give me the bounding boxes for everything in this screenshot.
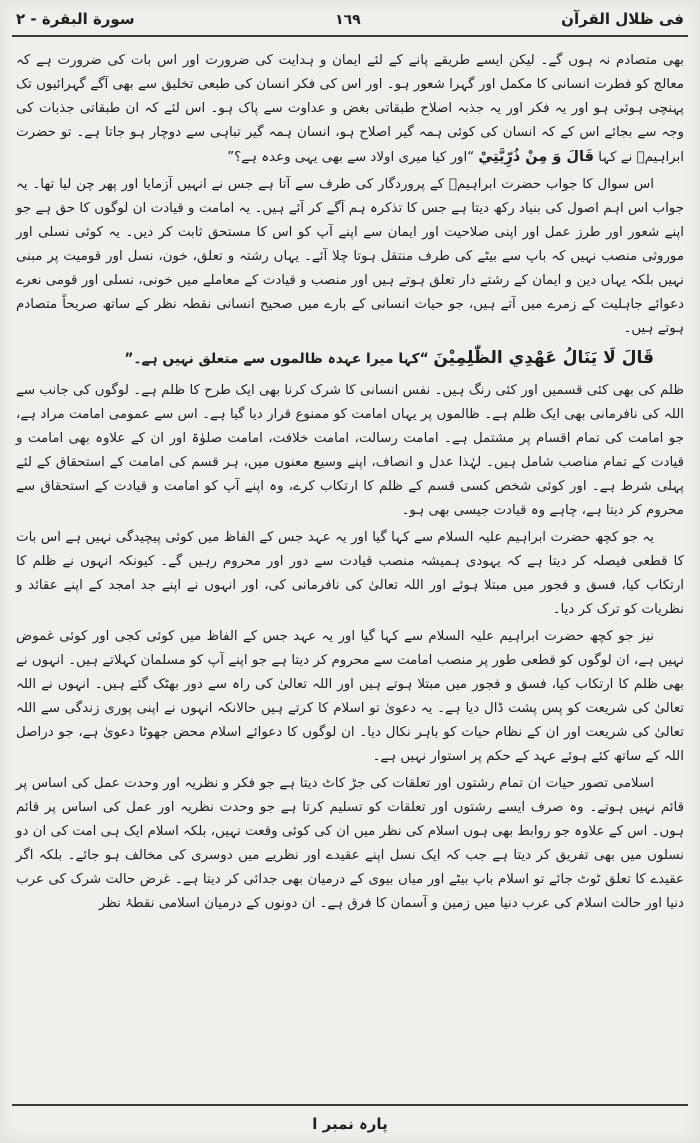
paragraph-6: اسلامی تصور حیات ان تمام رشتوں اور تعلقات کی جڑ کاٹ دیتا ہے جو فکر و نظریہ اور وحدت عمل کی اساس پر قائم نہیں ہوتے۔ وہ صرف ایسے رشتوں اور تعلقات کو تسلیم کرتا ہے جو وحدت نظریہ اور عمل کی اساس پر قائم ہوں۔ اس کے علاوہ جو روابط بھی ہوں اسلام کی نظر میں ان کی کوئی وقعت نہیں، بلکہ اسلام ایک ہی امت کی ان دو نسلوں میں بھی تفریق کر دیتا ہے جب کہ ایک نسل اپنے عقیدے اور نظریے میں دوسری کی مخالف ہو جائے۔ بلکہ اگر عقیدے کا تعلق ٹوٹ جائے تو اسلام باپ بیٹے اور میاں بیوی کے درمیان بھی جدائی کر دیتا ہے۔ غرض حالت شرک کی عرب دنیا اور حالت اسلام کی عرب دنیا میں زمین و آسمان کا فرق ہے۔ ان دونوں کے درمیان اسلامی نقطۂ نظر (16, 776, 684, 911)
inline-quran-quote: قَالَ وَ مِنْ ذُرِّيَّتِيْ (478, 149, 594, 165)
quran-quote-line (16, 346, 684, 372)
quran-quote-arabic: قَالَ لَا يَنَالُ عَهْدِي الظّٰلِمِيْنَ (433, 348, 654, 368)
quran-quote-translation: “کہا میرا عہدہ ظالموں سے متعلق نہیں ہے۔” (124, 351, 429, 367)
book-title: فی ظلال القرآن (561, 10, 684, 28)
paragraph-4: یہ جو کچھ حضرت ابراہیم علیہ السلام سے کہا گیا اور یہ عہد جس کے الفاظ میں کوئی پیچیدگی نہیں ہے اس بات کا قطعی فیصلہ کر دیتا ہے کہ یہودی ہمیشہ منصب قیادت سے دور اور محروم رہیں گے۔ کیونکہ انہوں نے ظلم کا ارتکاب کیا، فسق و فجور میں مبتلا ہوئے اور اللہ تعالیٰ کی نافرمانی کی، اور انہوں نے اپنے جد امجد کے اپنے عقائد و نظریات کو ترک کر دیا۔ (16, 530, 684, 617)
paragraph-5: نیز جو کچھ حضرت ابراہیم علیہ السلام سے کہا گیا اور یہ عہد جس کے الفاظ میں کوئی کجی اور کوئی غموض نہیں ہے، ان لوگوں کو قطعی طور پر منصب امامت سے محروم کر دیتا ہے جو اپنے آپ کو مسلمان کہلاتے ہیں۔ انہوں نے بھی ظلم کا ارتکاب کیا، فسق و فجور میں مبتلا ہوتے ہیں اور اللہ تعالیٰ کی راہ سے دور بھٹک گئے ہیں۔ انہوں نے اللہ تعالیٰ کی شریعت کو پس پشت ڈال دیا ہے۔ یہ دعویٰ تو اسلام کا کرتے ہیں حالانکہ انہوں نے اپنی پوری زندگی سے اللہ تعالیٰ کی شریعت اور ان کے نظام حیات کو باہر نکال دیا۔ ان لوگوں کا دعوائے اسلام محض جھوٹا دعویٰ ہے، جو دراصل اللہ کے ساتھ کئے ہوئے عہد کے حکم پر استوار نہیں ہے۔ (16, 629, 684, 764)
surah-title: سورة البقرة - ٢ (16, 10, 135, 28)
paragraph-3: ظلم کی بھی کئی قسمیں اور کئی رنگ ہیں۔ نفس انسانی کا شرک کرنا بھی ایک طرح کا ظلم ہے۔ لوگوں کی جانب سے اللہ کی نافرمانی بھی ایک ظلم ہے۔ ظالموں پر یہاں امامت کو ممنوع قرار دیا گیا ہے۔ اس سے عمومی امامت مراد ہے، جو امامت کی تمام اقسام پر مشتمل ہے۔ امامت رسالت، امامت خلافت، امامت صلوٰۃ اور ان کے علاوہ بھی امامت و قیادت کے تمام مناصب شامل ہیں۔ لہٰذا عدل و انصاف، اپنے وسیع معنوں میں، ہر قسم کی امامت کے استحقاق کے لئے پہلی شرط ہے۔ اور کوئی شخص کسی قسم کے ظلم کا ارتکاب کرے، وہ اپنے آپ کو امامت و قیادت کے استحقاق سے محروم کر دیتا ہے، چاہے وہ قیادت جیسی بھی ہو۔ (16, 383, 684, 518)
page-number: ١٦٩ (335, 12, 361, 28)
page-footer (12, 1104, 688, 1133)
paragraph-1-text: بھی متصادم نہ ہوں گے۔ لیکن ایسے طریقے پانے کے لئے ایمان و ہدایت کی ضرورت اور اس بات کی ضرورت ہے کہ معالج کو فطرت انسانی کا مکمل اور گہرا شعور ہو۔ اور اس کی فکر انسان کی طبعی تخلیق سے بھی آگے گہرائیوں تک پہنچی ہوئی ہو اور یہ فکر اور یہ جذبہ اصلاح طبقاتی بغض و عداوت سے پاک ہو۔ اس لئے کہ ان طبقاتی جذبات کی وجہ سے بجائے اس کے کہ انسان کی کوئی ہمہ گیر اصلاح ہو، انسان ہمہ گیر تباہی سے دوچار ہو جاتا ہے۔ تو حضرت ابراہیمؑ نے کہا (16, 53, 684, 165)
page-header (12, 6, 688, 37)
paragraph-1-translation: “اور کیا میری اولاد سے بھی یہی وعدہ ہے؟” (227, 150, 475, 165)
para-number-label: پارہ نمبر ا (312, 1115, 388, 1133)
paragraph-2: اس سوال کا جواب حضرت ابراہیمؑ کے پروردگار کی طرف سے آتا ہے جس نے انہیں آزمایا اور پھر چن لیا تھا۔ یہ جواب اس اہم اصول کی بنیاد رکھ دیتا ہے جس کا تذکرہ ہم آگے کر آئے ہیں۔ یہ امامت و قیادت ان لوگوں کا حق ہے جو اپنے شعور اور طرز عمل اور اپنی صلاحیت اور ایمان سے اپنے آپ کو اس کا مستحق ثابت کر دیں۔ یہ کوئی نسلی اور موروثی منصب نہیں کہ باپ سے بیٹے کی طرف منتقل ہوتا چلا آئے۔ یہاں رشتہ و تعلق، خون، نسل اور قومیت پر مبنی نہیں بلکہ یہاں دین و ایمان کے رشتے دار تعلق ہوتے ہیں اور منصب و قیادت کے معاملے میں خونی، نسلی اور قومی نعرے دعوائے جاہلیت کے زمرے میں آتے ہیں، جو حیات انسانی کے بارے میں صحیح انسانی نقطہ نظر کے ساتھ صریحاً متصادم ہوتے ہیں۔ (16, 177, 684, 336)
body-text (12, 37, 688, 925)
paragraph-1 (16, 49, 684, 170)
